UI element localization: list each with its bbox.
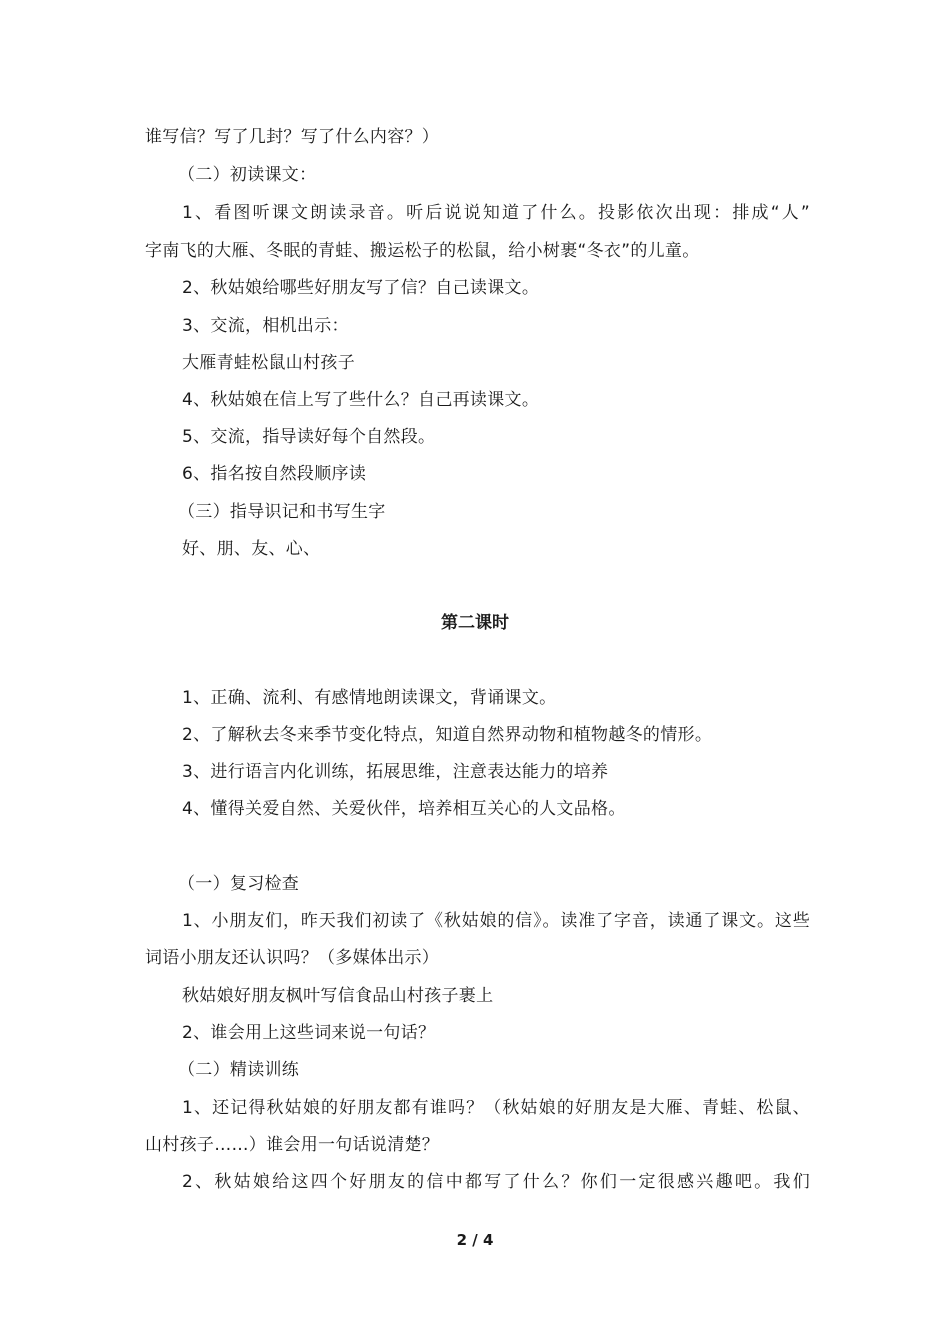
text-line-7: 大雁青蛙松鼠山村孩子 xyxy=(182,353,355,373)
text-line-1: 谁写信？写了几封？写了什么内容？） xyxy=(145,127,440,147)
text-line-24: 山村孩子……）谁会用一句话说清楚？ xyxy=(145,1135,440,1155)
text-line-4: 字南飞的大雁、冬眠的青蛙、搬运松子的松鼠，给小树裹“冬衣”的儿童。 xyxy=(145,241,700,261)
text-line-25: 2、秋姑娘给这四个好朋友的信中都写了什么？你们一定很感兴趣吧。我们 xyxy=(182,1172,810,1192)
text-line-3: 1、看图听课文朗读录音。听后说说知道了什么。投影依次出现：排成“人” xyxy=(182,203,810,223)
goal-line-1: 1、正确、流利、有感情地朗读课文，背诵课文。 xyxy=(182,688,557,708)
text-line-10: 6、指名按自然段顺序读 xyxy=(182,464,367,484)
text-line-9: 5、交流，指导读好每个自然段。 xyxy=(182,427,436,447)
goal-line-4: 4、懂得关爱自然、关爱伙伴，培养相互关心的人文品格。 xyxy=(182,799,626,819)
text-line-20: 秋姑娘好朋友枫叶写信食品山村孩子裹上 xyxy=(182,986,494,1006)
text-line-21: 2、谁会用上这些词来说一句话？ xyxy=(182,1023,436,1043)
section-heading-review: （一）复习检查 xyxy=(178,874,300,894)
page-number: 2 / 4 xyxy=(456,1231,494,1249)
text-line-18: 1、小朋友们，昨天我们初读了《秋姑娘的信》。读准了字音，读通了课文。这些 xyxy=(182,911,810,931)
text-line-8: 4、秋姑娘在信上写了些什么？自己再读课文。 xyxy=(182,390,540,410)
section-heading-characters: （三）指导识记和书写生字 xyxy=(178,502,386,522)
section-heading-intensive: （二）精读训练 xyxy=(178,1060,300,1080)
text-line-23: 1、还记得秋姑娘的好朋友都有谁吗？（秋姑娘的好朋友是大雁、青蛙、松鼠、 xyxy=(182,1098,810,1118)
text-line-6: 3、交流，相机出示： xyxy=(182,316,349,336)
lesson-heading: 第二课时 xyxy=(441,613,509,633)
section-heading-reading: （二）初读课文： xyxy=(178,165,317,185)
goal-line-3: 3、进行语言内化训练，拓展思维，注意表达能力的培养 xyxy=(182,762,609,782)
text-line-12: 好、朋、友、心、 xyxy=(182,539,321,559)
text-line-19: 词语小朋友还认识吗？（多媒体出示） xyxy=(145,948,440,968)
text-line-5: 2、秋姑娘给哪些好朋友写了信？自己读课文。 xyxy=(182,278,540,298)
goal-line-2: 2、了解秋去冬来季节变化特点，知道自然界动物和植物越冬的情形。 xyxy=(182,725,713,745)
